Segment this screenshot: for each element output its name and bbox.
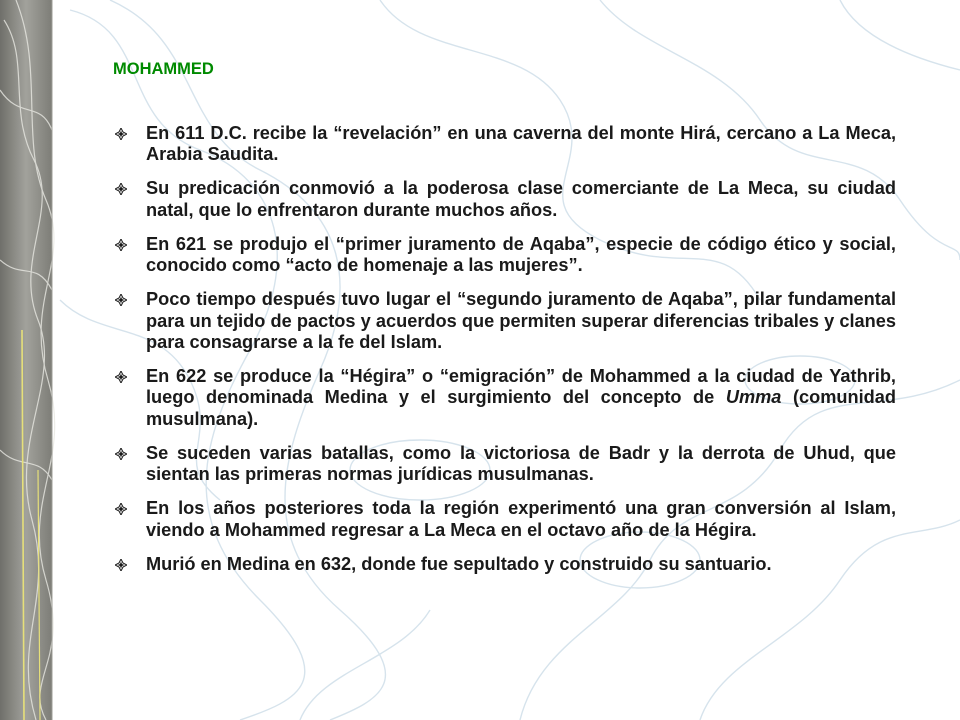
bullet-text xyxy=(146,366,896,429)
diamond-bullet-icon xyxy=(115,183,127,195)
bullet-text: En 611 D.C. recibe la “revelación” en una caverna del monte Hirá, cercano a La Meca, Arabia Saudita. xyxy=(146,123,896,165)
bullet-text: Se suceden varias batallas, como la victoriosa de Badr y la derrota de Uhud, que sientan las primeras normas jurídicas musulmanas. xyxy=(146,442,896,485)
bullet-list xyxy=(113,123,896,588)
diamond-bullet-icon xyxy=(115,294,127,306)
diamond-bullet-icon xyxy=(115,559,127,571)
bullet-item xyxy=(113,234,896,277)
diamond-bullet-icon xyxy=(115,503,127,515)
slide-title: MOHAMMED xyxy=(113,60,214,78)
bullet-item xyxy=(113,178,896,221)
bullet-text: En 621 se produjo el “primer juramento de Aqaba”, especie de código ético y social, conocido como “acto de homenaje a las mujeres”. xyxy=(146,233,896,276)
bullet-item xyxy=(113,366,896,430)
bullet-text: Murió en Medina en 632, donde fue sepultado y construido su santuario. xyxy=(146,553,772,574)
bullet-item xyxy=(113,443,896,486)
bullet-text: Poco tiempo después tuvo lugar el “segundo juramento de Aqaba”, pilar fundamental para un tejido de pactos y acuerdos que permiten superar diferencias tribales y clanes para consagrarse a la fe del Islam. xyxy=(146,289,896,353)
bullet-text: En los años posteriores toda la región experimentó una gran conversión al Islam, viendo a Mohammed regresar a La Meca en el octavo año de la Hégira. xyxy=(146,498,896,540)
diamond-bullet-icon xyxy=(115,128,127,140)
bullet-text-part: En 622 se produce la “Hégira” o “emigración” de Mohammed a la ciudad de Yathrib, luego denominada Medina y el surgimiento del concepto de xyxy=(146,366,896,408)
bullet-text-italic: Umma xyxy=(725,387,782,408)
bullet-text: Su predicación conmovió a la poderosa clase comerciante de La Meca, su ciudad natal, que lo enfrentaron durante muchos años. xyxy=(146,178,896,220)
diamond-bullet-icon xyxy=(115,371,127,383)
diamond-bullet-icon xyxy=(115,448,127,460)
bullet-item xyxy=(113,123,896,166)
bullet-item xyxy=(113,554,896,575)
bullet-text-part: (comunidad musulmana). xyxy=(146,387,897,429)
bullet-item xyxy=(113,289,896,353)
bullet-item xyxy=(113,498,896,541)
diamond-bullet-icon xyxy=(115,239,127,251)
